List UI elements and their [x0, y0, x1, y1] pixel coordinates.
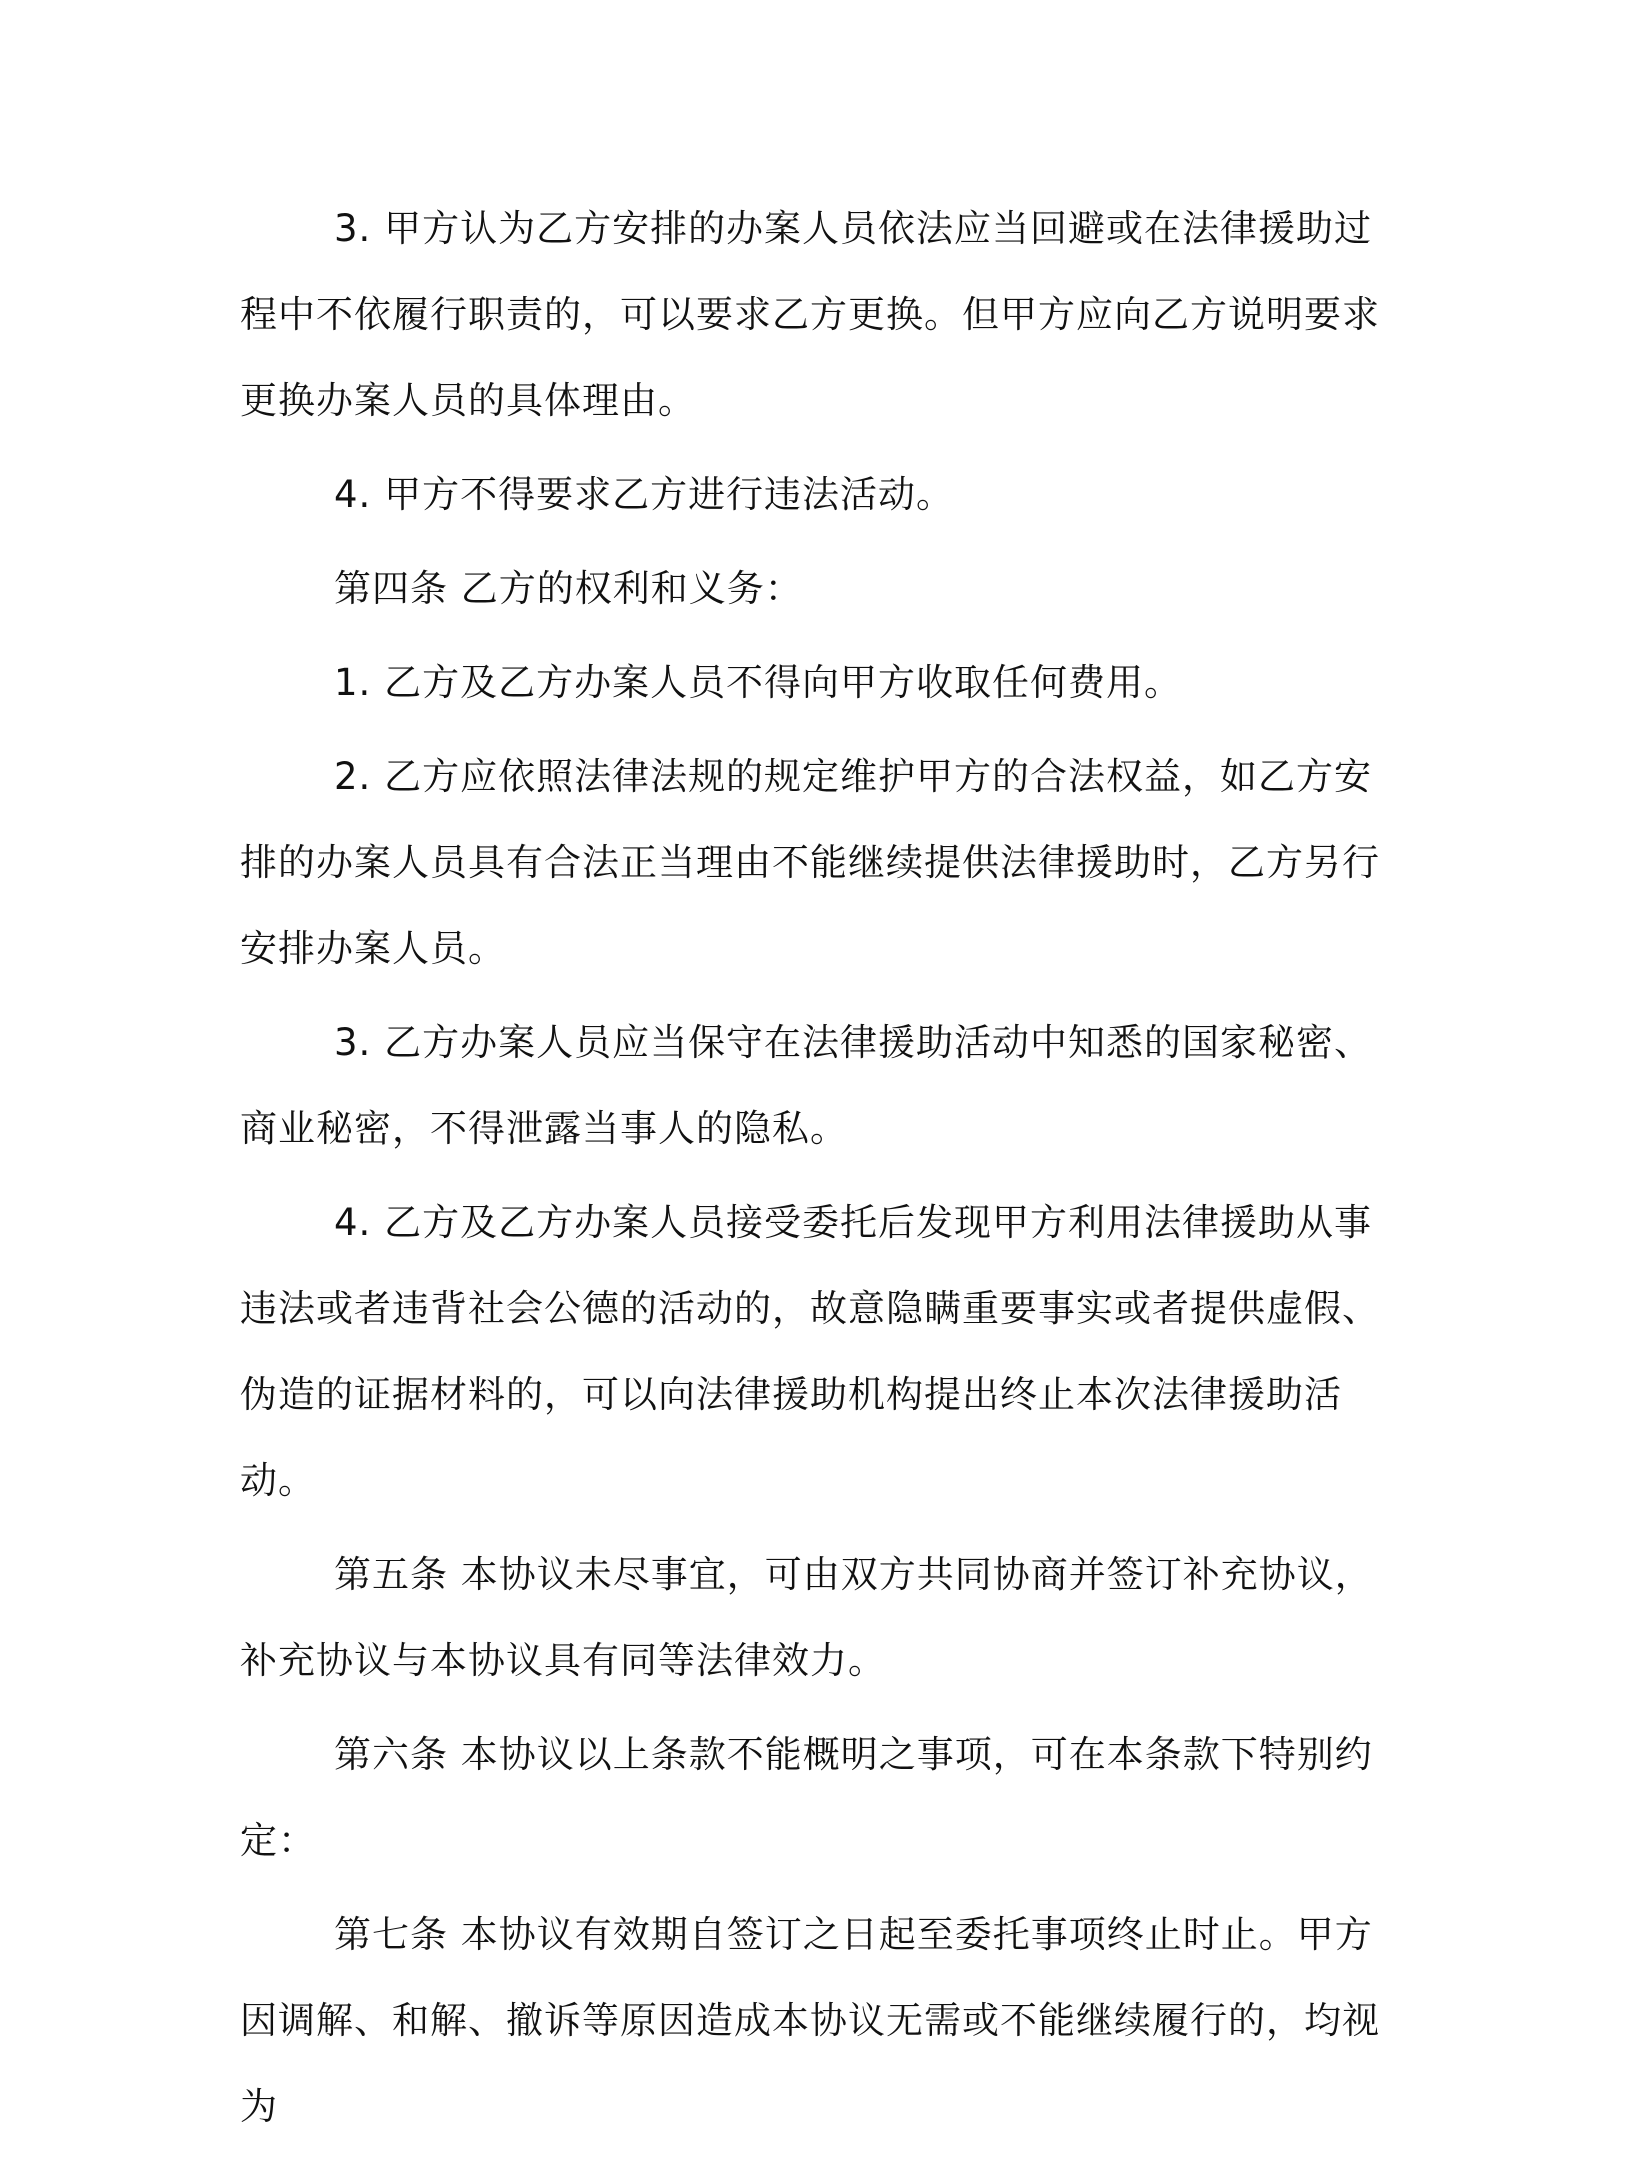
article-4-heading: 第四条 乙方的权利和义务：	[334, 567, 803, 610]
paragraph-party-a-clause-4: 4. 甲方不得要求乙方进行违法活动。	[334, 473, 955, 516]
article-5-paragraph: 第五条 本协议未尽事宜，可由双方共同协商并签订补充协议，补充协议与本协议具有同等法律效力。	[240, 1553, 1373, 1682]
document-body	[240, 186, 1400, 2158]
paragraph-party-b-clause-4: 4. 乙方及乙方办案人员接受委托后发现甲方利用法律援助从事违法或者违背社会公德的活动的，故意隐瞒重要事实或者提供虚假、伪造的证据材料的，可以向法律援助机构提出终止本次法律援助活动。	[240, 1201, 1380, 1502]
paragraph-party-b-clause-2: 2. 乙方应依照法律法规的规定维护甲方的合法权益，如乙方安排的办案人员具有合法正当理由不能继续提供法律援助时，乙方另行安排办案人员。	[240, 755, 1380, 970]
article-7-paragraph: 第七条 本协议有效期自签订之日起至委托事项终止时止。甲方因调解、和解、撤诉等原因造成本协议无需或不能继续履行的，均视为	[240, 1913, 1380, 2128]
paragraph-party-b-clause-1: 1. 乙方及乙方办案人员不得向甲方收取任何费用。	[334, 661, 1183, 704]
paragraph-party-b-clause-3: 3. 乙方办案人员应当保守在法律援助活动中知悉的国家秘密、商业秘密，不得泄露当事人的隐私。	[240, 1021, 1373, 1150]
article-6-paragraph: 第六条 本协议以上条款不能概明之事项，可在本条款下特别约定：	[240, 1733, 1373, 1862]
paragraph-party-a-clause-3: 3. 甲方认为乙方安排的办案人员依法应当回避或在法律援助过程中不依履行职责的，可以要求乙方更换。但甲方应向乙方说明要求更换办案人员的具体理由。	[240, 207, 1380, 422]
